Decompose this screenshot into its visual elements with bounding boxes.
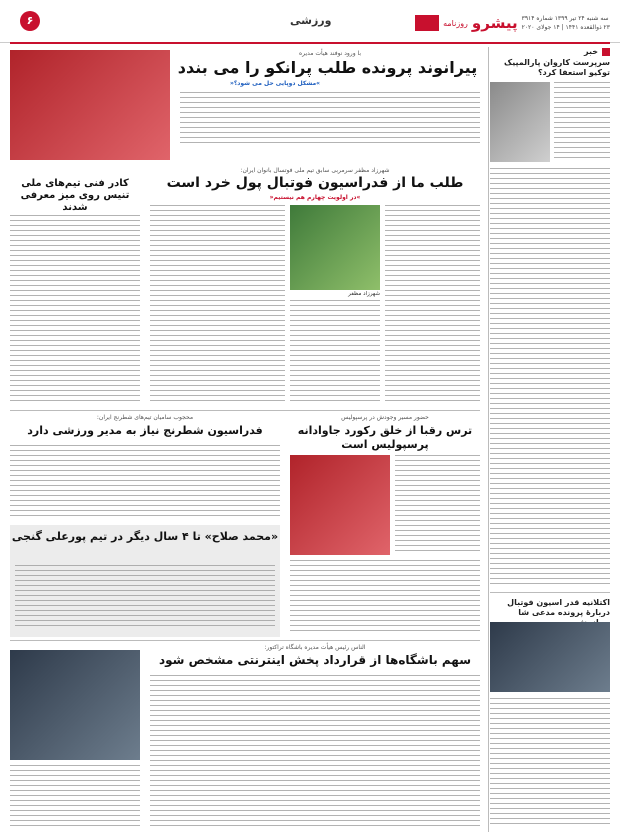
- perspolis-body-2: [290, 560, 480, 635]
- sidebar-story2-body: [490, 698, 610, 828]
- main-lead: »مشکل دوپایی حل می شود؟«: [229, 80, 321, 87]
- brand-logo: [415, 14, 610, 32]
- salah-body: [15, 565, 275, 630]
- salah-headline: «محمد صلاح» تا ۴ سال دیگر در تیم پورعلی گنجی: [11, 530, 279, 543]
- perspolis-photo: [290, 455, 390, 555]
- feature-photo-caption: شهرزاد مظفر: [348, 291, 380, 297]
- date-line-2: ۲۳ ذوالقعده ۱۴۴۱ | ۱۴ جولای ۲۰۲۰: [521, 24, 610, 31]
- main-photo: [10, 50, 170, 160]
- row-divider-1: [10, 410, 480, 411]
- perspolis-headline: ترس رقبا از خلق رکورد جاوادانه پرسپولیس است: [297, 424, 473, 451]
- feature-body-1: [385, 205, 480, 405]
- bottom-photo: [10, 650, 140, 760]
- chess-kicker: محجوب سامیان تیم‌های شطرنج ایران:: [96, 414, 194, 421]
- feature-kicker: شهرزاد مظفر سرمربی سابق تیم ملی فوتسال بانوان ایران:: [240, 167, 390, 174]
- bottom-body: [150, 675, 480, 830]
- chess-body: [10, 445, 280, 520]
- date-line-1: سه شنبه ۲۴ تیر ۱۳۹۹ شماره ۳۹۱۴: [521, 15, 609, 22]
- bottom-headline: سهم باشگاه‌ها از قرارداد پخش اینترنتی مشخص شود: [158, 653, 472, 667]
- brand-name: پیشرو: [471, 14, 518, 32]
- square-icon: [602, 48, 610, 56]
- feature-photo: [290, 205, 380, 290]
- main-kicker: با ورود نوفند هیأت مدیره: [298, 50, 362, 57]
- tennis-headline: کادر فنی تیم‌های ملی تنیس روی میز معرفی شدند: [20, 178, 130, 213]
- brand-sub: روزنامه: [443, 18, 468, 28]
- main-body: [180, 92, 480, 144]
- perspolis-kicker: حضور مسیر وجودش در پرسپولیس: [341, 414, 429, 421]
- sidebar-story1-body: [490, 168, 610, 588]
- feature-body-3: [150, 205, 285, 405]
- brand-mark-icon: [415, 15, 439, 31]
- chess-headline: فدراسیون شطرنج نیاز به مدیر ورزشی دارد: [27, 424, 263, 437]
- bottom-kicker: الناس رئیس هیأت مدیره باشگاه تراکتور:: [264, 644, 366, 651]
- sidebar-label: [490, 47, 610, 56]
- header-rule: [10, 42, 610, 44]
- feature-body-2: [290, 300, 380, 405]
- feature-headline: طلب ما از فدراسیون فوتبال پول خرد است: [166, 175, 464, 191]
- feature-lead: »در اولویت چهارم هم نیستیم«: [269, 194, 361, 201]
- sidebar-story1-text: [554, 82, 610, 162]
- masthead: [0, 0, 620, 43]
- perspolis-body-1: [395, 455, 480, 555]
- main-headline: پیرانوند پرونده طلب پرانکو را می بندد: [177, 58, 478, 77]
- tennis-body: [10, 215, 140, 405]
- sidebar-story2-title: اکتلانیه قدر اسیون فوتبال دربارهٔ پرونده مدعی شا: [507, 598, 610, 617]
- sidebar-story2-photo: [490, 622, 610, 692]
- sidebar-story1-title: سرپرست کاروان پارالمپیک توکیو استعفا کرد؟: [504, 58, 610, 77]
- column-divider: [488, 47, 489, 832]
- sidebar-story1-photo: [490, 82, 550, 162]
- section-title: ورزشی: [290, 14, 332, 27]
- page-number: ۶: [20, 11, 40, 31]
- row-divider-2: [10, 640, 480, 641]
- sidebar-divider: [490, 592, 610, 593]
- bottom-side-body: [10, 765, 140, 830]
- sidebar-label-text: خبر: [583, 47, 598, 56]
